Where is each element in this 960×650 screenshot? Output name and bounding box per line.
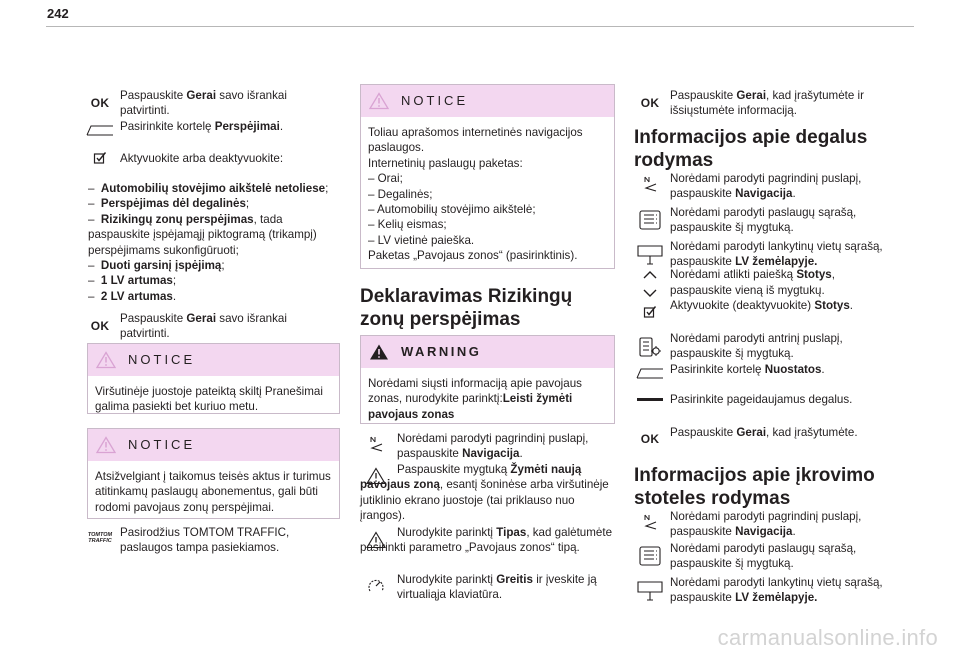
mark-instruction: Paspauskite mygtuką Žymėti naują pavojaus zoną, esantį šoninėse arba viršutinėje jutiklinio ekrano juostoje (tai priklauso nuo įrangos). <box>360 463 609 523</box>
chevron-down-icon <box>632 288 668 298</box>
notice-line: – Degalinės; <box>368 187 433 201</box>
selection-bar-icon <box>632 397 668 403</box>
list-item: – Perspėjimas dėl degalinės; <box>88 197 250 211</box>
header-rule <box>46 26 914 27</box>
speed-instruction: Nurodykite parinktį Greitis ir įveskite ją virtualiąja klaviatūra. <box>397 573 597 602</box>
list-item: – 2 LV artumas. <box>88 289 177 303</box>
notice-line: – Kelių eismas; <box>368 218 447 232</box>
section-heading: Informacijos apie degalus rodymas <box>634 127 868 171</box>
charge-nav-instruction: Norėdami parodyti pagrindinį puslapį, paspauskite Navigacija. <box>670 510 862 539</box>
section-heading: Deklaravimas Rizikingų zonų perspėjimas <box>360 286 573 330</box>
list-item: – Duoti garsinį įspėjimą; <box>88 259 225 273</box>
watermark: carmanualsonline.info <box>717 624 938 650</box>
tab-instruction: Pasirinkite kortelę Perspėjimai. <box>120 120 284 133</box>
chevron-up-icon <box>632 270 668 280</box>
type-instruction: Nurodykite parinktį Tipas, kad galėtumėte pasirinkti parametro „Pavojaus zonos“ tipą. <box>360 526 613 555</box>
warning-label: WARNING <box>401 344 482 360</box>
fuel-search-instruction: Norėdami atlikti paiešką Stotys, <box>670 268 835 281</box>
services-list-icon <box>632 546 668 566</box>
notice-line: – Orai; <box>368 172 403 186</box>
list-item: – Rizikingų zonų perspėjimas, tada paspauskite įspėjamąjį piktogramą (trikampį) perspėjimams sukonfigūruoti; <box>88 212 317 257</box>
warning-header <box>361 336 614 368</box>
notice-line: Internetinių paslaugų paketas: <box>368 156 523 170</box>
notice-text: Atsižvelgiant į taikomus teisės aktus ir turimus atitinkamų paslaugų abonementus, gali būti rodomi pavojaus zonų perspėjimai. <box>95 470 331 514</box>
ok-icon: OK <box>90 96 110 110</box>
tab-icon <box>82 123 118 137</box>
fuel-ok-instruction: Paspauskite Gerai, kad įrašytumėte. <box>670 426 858 439</box>
section-heading: Informacijos apie įkrovimo stoteles rodymas <box>634 465 875 509</box>
ok-instruction: Paspauskite Gerai savo išrankai patvirtinti. <box>120 312 287 341</box>
list-item: – 1 LV artumas; <box>88 274 177 288</box>
navigation-icon <box>358 436 394 452</box>
fuel-settings-instruction: Pasirinkite kortelę Nuostatos. <box>670 363 825 376</box>
charge-poi-instruction: Norėdami parodyti lankytinų vietų sąrašą, paspauskite LV žemėlapyje. <box>670 576 883 605</box>
notice-label: NOTICE <box>128 437 196 453</box>
fuel-type-instruction: Pasirinkite pageidaujamus degalus. <box>670 393 853 406</box>
fuel-secondary-instruction: Norėdami parodyti antrinį puslapį, paspauskite šį mygtuką. <box>670 332 843 361</box>
ok-instruction: Paspauskite Gerai, kad įrašytumėte ir išsiųstumėte informaciją. <box>670 89 864 118</box>
checkbox-icon <box>82 151 118 165</box>
nav-instruction: Norėdami parodyti pagrindinį puslapį, paspauskite Navigacija. <box>397 432 589 461</box>
charge-services-instruction: Norėdami parodyti paslaugų sąrašą, paspauskite šį mygtuką. <box>670 542 857 571</box>
notice-line: – Automobilių stovėjimo aikštelė; <box>368 203 536 217</box>
notice-box <box>360 84 615 269</box>
navigation-icon <box>632 514 668 530</box>
notice-line: Paketas „Pavojaus zonos“ (pasirinktinis). <box>368 249 578 263</box>
notice-header <box>88 429 339 461</box>
fuel-nav-instruction: Norėdami parodyti pagrindinį puslapį, paspauskite Navigacija. <box>670 172 862 201</box>
notice-label: NOTICE <box>401 93 469 109</box>
notice-line: Toliau aprašomos internetinės navigacijos paslaugos. <box>368 126 583 155</box>
warning-triangle-icon <box>96 436 116 454</box>
poi-map-icon <box>632 580 668 602</box>
notice-label: NOTICE <box>128 352 196 368</box>
warning-triangle-icon <box>96 351 116 369</box>
ok-icon: OK <box>640 96 660 110</box>
checkbox-icon <box>632 305 668 319</box>
notice-text: Viršutinėje juostoje pateiktą skiltį Pranešimai galima pasiekti bet kuriuo metu. <box>95 385 323 414</box>
tab-icon <box>632 366 668 380</box>
fuel-poi-instruction: Norėdami parodyti lankytinų vietų sąrašą, paspauskite LV žemėlapyje. <box>670 240 883 269</box>
list-item: – Automobilių stovėjimo aikštelė netoliese; <box>88 182 329 195</box>
tomtom-traffic-icon: TOMTOM TRAFFIC <box>87 532 113 544</box>
fuel-buttons-instruction: paspauskite vieną iš mygtukų. <box>670 284 825 297</box>
fuel-services-instruction: Norėdami parodyti paslaugų sąrašą, paspauskite šį mygtuką. <box>670 206 857 235</box>
warning-box <box>360 335 615 424</box>
ok-instruction: Paspauskite Gerai savo išrankai patvirtinti. <box>120 89 287 118</box>
warning-triangle-icon <box>369 92 389 110</box>
fuel-stations-toggle-instruction: Aktyvuokite (deaktyvuokite) Stotys. <box>670 299 854 312</box>
secondary-page-icon <box>632 336 668 358</box>
notice-header <box>88 344 339 376</box>
navigation-icon <box>632 176 668 192</box>
notice-box <box>87 343 340 414</box>
page-number: 242 <box>47 6 69 21</box>
notice-box <box>87 428 340 519</box>
notice-line: – LV vietinė paieška. <box>368 233 475 247</box>
ok-icon: OK <box>90 319 110 333</box>
options-list <box>88 181 340 304</box>
speedometer-icon <box>358 577 394 595</box>
notice-header <box>361 85 614 117</box>
services-list-icon <box>632 210 668 230</box>
poi-map-icon <box>632 244 668 266</box>
notice-text <box>361 117 614 270</box>
warning-triangle-icon <box>369 343 389 361</box>
warning-text: Norėdami siųsti informaciją apie pavojaus zonas, nurodykite parinktį:Leisti žymėti pavojaus zonas <box>368 377 582 421</box>
ok-icon: OK <box>640 432 660 446</box>
tomtom-text: Pasirodžius TOMTOM TRAFFIC, paslaugos tampa pasiekiamos. <box>120 526 290 555</box>
check-instruction: Aktyvuokite arba deaktyvuokite: <box>120 152 284 165</box>
